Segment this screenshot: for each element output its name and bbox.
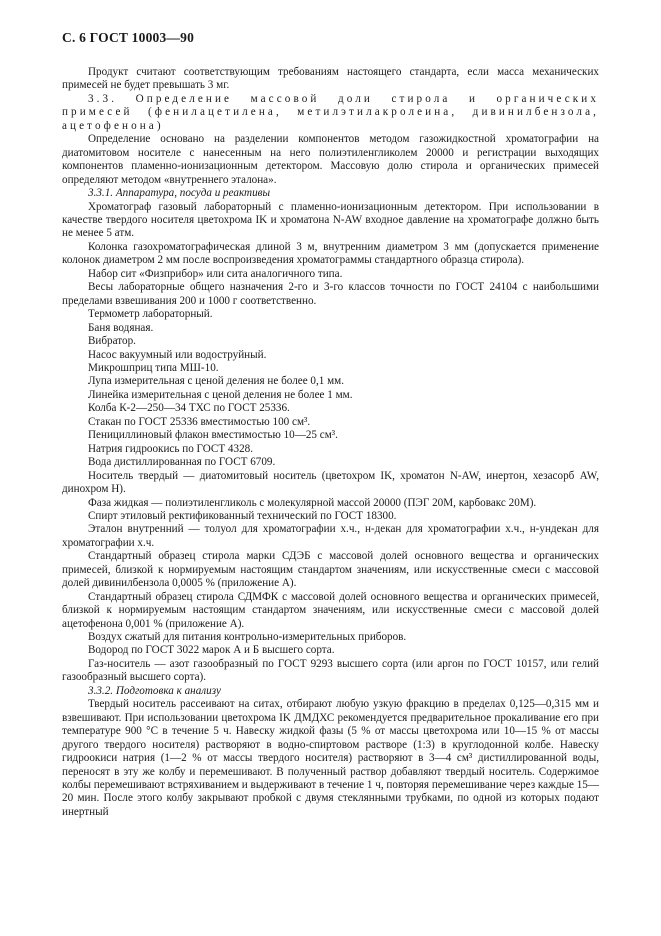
paragraph: Вода дистиллированная по ГОСТ 6709. (88, 456, 276, 469)
paragraph: Вибратор. (88, 335, 136, 348)
paragraph: Стандартный образец стирола СДМФК с массовой долей основного вещества и органических примесей, близкой к нормируемым настоящим стандартом значениям, или искусственные смеси с массовой долей ацетофенона 0,001 % (приложение А). (62, 590, 599, 630)
paragraph: Микрошприц типа МШ-10. (88, 361, 219, 374)
paragraph: Носитель твердый — диатомитовый носитель (цветохром IK, хроматон N-AW, инертон, хезасорб AW, динохром Н). (62, 469, 599, 496)
section-title: 3.3. Определение массовой доли стирола и органических примесей (фенилацетилена, метилэтилакролеина, дивинилбензола, ацетофенона) (62, 92, 599, 132)
paragraph: Колонка газохроматографическая длиной 3 м, внутренним диаметром 3 мм (допускается применение колонок диаметром 2 мм после воспроизведения хроматограммы стандартного образца стирола). (62, 240, 599, 267)
paragraph: Воздух сжатый для питания контрольно-измерительных приборов. (88, 631, 407, 644)
paragraph: Водород по ГОСТ 3022 марок А и Б высшего сорта. (88, 644, 335, 657)
paragraph: Линейка измерительная с ценой деления не более 1 мм. (88, 388, 353, 401)
paragraph: Определение основано на разделении компонентов методом газожидкостной хроматографии на диатомитовом носителе с нанесенным на него полиэтиленгликолем 20000 и регистрации выходящих компонентов пламенно-ионизационным детектором. Массовую долю стирола и органических примесей определяют методом «внутреннего эталона». (62, 133, 599, 186)
paragraph: Лупа измерительная с ценой деления не более 0,1 мм. (88, 375, 345, 388)
section-heading: 3.3.1. Аппаратура, посуда и реактивы (88, 187, 271, 200)
paragraph: Эталон внутренний — толуол для хроматографии х.ч., н-декан для хроматографии х.ч., н-ундекан для хроматографии х.ч. (62, 523, 599, 549)
paragraph: Натрия гидроокись по ГОСТ 4328. (88, 442, 253, 455)
paragraph: Термометр лабораторный. (88, 308, 213, 321)
paragraph: Продукт считают соответствующим требованиям настоящего стандарта, если масса механических примесей не будет превышать 3 мг. (62, 66, 599, 92)
paragraph: Баня водяная. (88, 321, 154, 334)
paragraph: Набор сит «Физприбор» или сита аналогичного типа. (88, 267, 343, 280)
running-head: С. 6 ГОСТ 10003—90 (62, 30, 195, 45)
paragraph: Весы лабораторные общего назначения 2-го и 3-го классов точности по ГОСТ 24104 с наибольшими пределами взвешивания 200 и 1000 г соответственно. (62, 281, 599, 307)
paragraph: Стандартный образец стирола марки СДЭБ с массовой долей основного вещества и органических примесей, близкой к нормируемым настоящим стандартом значениям, или искусственные смеси с массовой долей дивинилбензола 0,0005 % (приложение А). (62, 550, 599, 590)
section-heading: 3.3.2. Подготовка к анализу (88, 684, 221, 697)
document-body (62, 66, 599, 819)
paragraph: Стакан по ГОСТ 25336 вместимостью 100 см³. (88, 415, 311, 428)
paragraph: Хроматограф газовый лабораторный с пламенно-ионизационным детектором. При использовании в качестве твердого носителя цветохрома IK и хроматона N-AW входное давление на хроматографе должно быть не менее 5 атм. (62, 200, 599, 240)
paragraph: Насос вакуумный или водоструйный. (88, 348, 267, 361)
paragraph: Колба К-2—250—34 ТХС по ГОСТ 25336. (88, 402, 290, 415)
paragraph: Пенициллиновый флакон вместимостью 10—25 см³. (88, 429, 338, 442)
paragraph: Твердый носитель рассеивают на ситах, отбирают любую узкую фракцию в пределах 0,125—0,315 мм и взвешивают. При использовании цветохрома IK ДМДХС рекомендуется предварительное прокаливание его при температуре 900 °С в течение 5 ч. Навеску жидкой фазы (5 % от массы цветохрома или 10—15 % от массы другого твердого носителя) растворяют в водно-спиртовом растворе (1:3) в круглодонной колбе. Навеску гидроокиси натрия (1—2 % от массы твердого носителя) растворяют в 3—4 см³ дистиллированной воды, переносят в эту же колбу и перемешивают. В полученный раствор добавляют твердый носитель. Содержимое колбы перемешивают встряхиванием и выдерживают в течение 1 ч, повторяя перемешивание через каждые 15—20 мин. После этого колбу закрывают пробкой с двумя стеклянными трубками, по одной из которых подают инертный (62, 698, 599, 818)
paragraph: Спирт этиловый ректификованный технический по ГОСТ 18300. (88, 509, 397, 522)
paragraph: Фаза жидкая — полиэтиленгликоль с молекулярной массой 20000 (ПЭГ 20М, карбовакс 20М). (88, 496, 537, 509)
paragraph: Газ-носитель — азот газообразный по ГОСТ 9293 высшего сорта (или аргон по ГОСТ 10157, или гелий газообразный высшего сорта). (62, 657, 599, 684)
document-page (62, 30, 599, 819)
